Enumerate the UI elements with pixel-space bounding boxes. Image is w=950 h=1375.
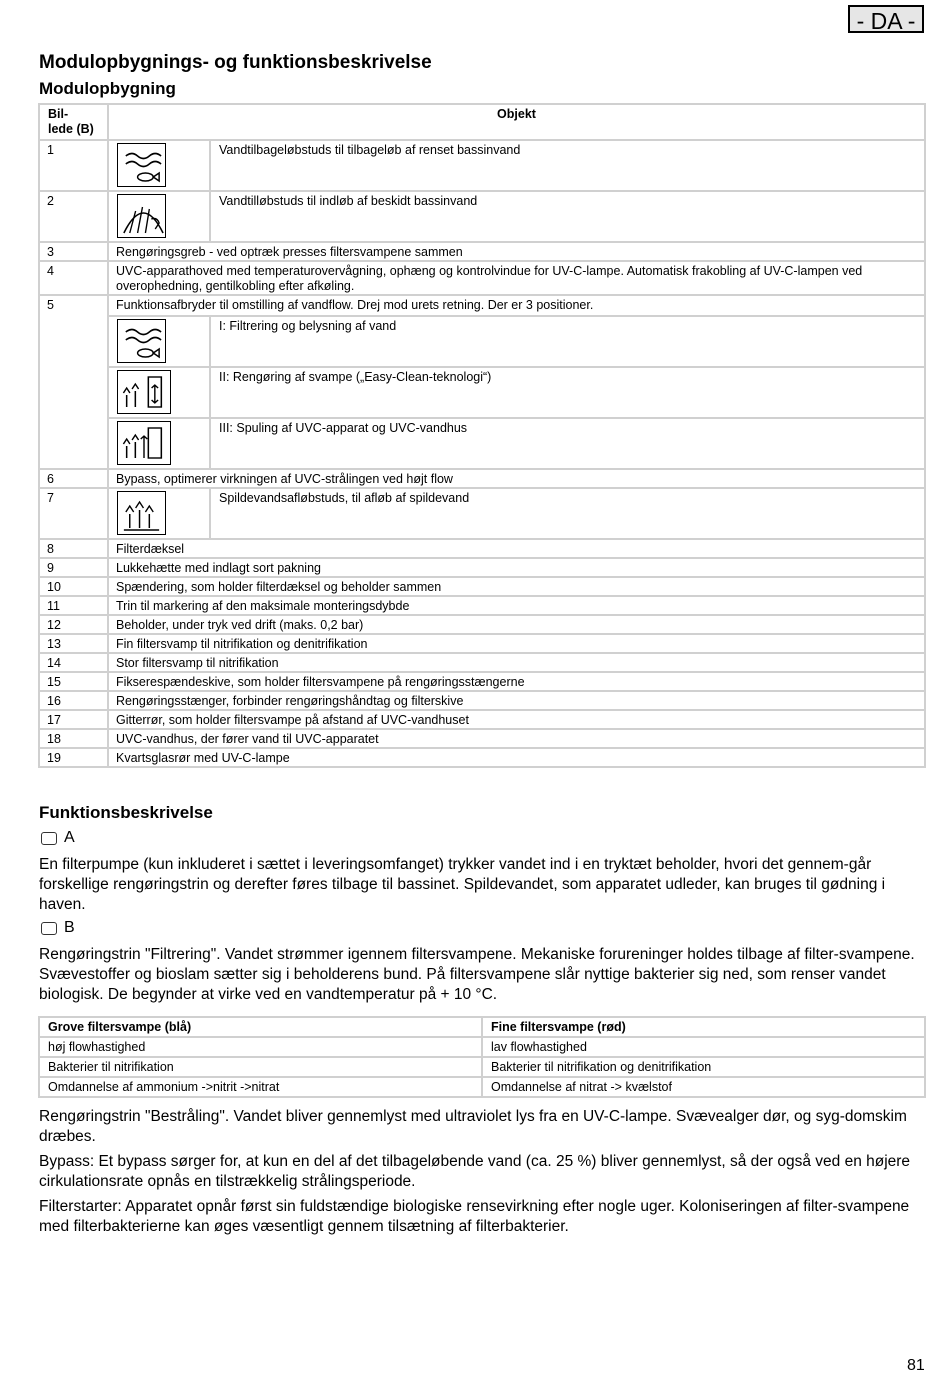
paragraph-b: Rengøringstrin "Filtrering". Vandet strømmer igennem filtersvampene. Mekaniske forureninger holdes tilbage af filter-svampene. Svævestoffer og bioslam sætter sig i beholderens bund. På filtersvampene slår nyttige bakterier sig ned, som renser vandet biologisk. De begynder at virke ved en vandtemperatur på + 10 °C. [39,946,915,1003]
row-object: Gitterrør, som holder filtersvampe på afstand af UVC-vandhuset [108,710,925,729]
table-row [39,729,925,748]
row-object: UVC-apparathoved med temperaturovervågning, ophæng og kontrolvindue for UV-C-lampe. Automatisk frakobling af UV-C-lampen ved overophedning, gentilkobling efter afkøling. [108,261,925,295]
row-object: Fin filtersvamp til nitrifikation og denitrifikation [108,634,925,653]
module-table [38,103,926,768]
header-image-col: Bil- lede (B) [39,104,108,140]
table-row [39,748,925,767]
row-object [108,488,925,539]
row-number: 8 [39,539,108,558]
plants-icon [117,491,166,535]
row-number: 10 [39,577,108,596]
dirt-water-icon [117,194,166,238]
row-number: 4 [39,261,108,295]
row-number: 14 [39,653,108,672]
table-row [39,469,925,488]
table-row [39,1057,925,1077]
table-cell: Omdannelse af ammonium ->nitrit ->nitrat [39,1077,482,1097]
row-number: 3 [39,242,108,261]
switch-position-text: III: Spuling af UVC-apparat og UVC-vandhus [209,419,924,468]
table-row [39,634,925,653]
row-object: Rengøringsgreb - ved optræk presses filtersvampene sammen [108,242,925,261]
figure-label-a: A [64,829,75,846]
paragraph-a: En filterpumpe (kun inkluderet i sættet i leveringsomfanget) trykker vandet ind i en tryktæt beholder, hvori det gennem-går forskellige rengøringstrin og derefter føres tilbage til bassinet. Spildevandet, som apparatet udleder, kan bruges til gødning i haven. [39,856,886,913]
row-number: 12 [39,615,108,634]
table-cell: lav flowhastighed [482,1037,925,1057]
row-number: 17 [39,710,108,729]
table-cell: Bakterier til nitrifikation og denitrifikation [482,1057,925,1077]
paragraph-d: Bypass: Et bypass sørger for, at kun en del af det tilbageløbende vand (ca. 25 %) bliver gennemlyst, så der også ved en højere cirkulationsrate opnås en tilstrækkelig strålingsperiode. [39,1153,911,1190]
language-tag: - DA - [848,5,924,33]
table-row [39,710,925,729]
figure-ref-b [41,919,75,937]
row-number: 6 [39,469,108,488]
row-number: 9 [39,558,108,577]
row-object: Rengøringsstænger, forbinder rengøringshåndtag og filterskive [108,691,925,710]
table-row [39,596,925,615]
table-row [39,261,925,295]
figure-label-b: B [64,919,75,936]
row-object [108,140,925,191]
row-object: UVC-vandhus, der fører vand til UVC-apparatet [108,729,925,748]
row-object: Stor filtersvamp til nitrifikation [108,653,925,672]
row-number: 16 [39,691,108,710]
row-number: 13 [39,634,108,653]
row-object: Fikserespændeskive, som holder filtersvampene på rengøringsstængerne [108,672,925,691]
switch-position-text: I: Filtrering og belysning af vand [209,317,924,366]
row-number: 15 [39,672,108,691]
table-row [39,653,925,672]
table-row [39,539,925,558]
row-object: Spændering, som holder filterdæksel og beholder sammen [108,577,925,596]
figure-ref-a [41,829,75,847]
row-number: 7 [39,488,108,539]
plants-cleaning-icon [117,370,171,414]
table-row [39,1037,925,1057]
section-title-function: Funktionsbeskrivelse [39,803,213,822]
table-row [39,242,925,261]
row-object: Filterdæksel [108,539,925,558]
row-object: Trin til markering af den maksimale monteringsdybde [108,596,925,615]
paragraph-c: Rengøringstrin "Bestråling". Vandet bliver gennemlyst med ultraviolet lys fra en UV-C-lampe. Svævealger dør, og syg-domskim dræbes. [39,1108,907,1145]
section-title-modules: Modulopbygning [39,79,176,98]
figure-box-icon [41,832,57,845]
row-number: 19 [39,748,108,767]
row-text: Vandtilbageløbstuds til tilbageløb af renset bassinvand [209,141,924,190]
filter-header-fine: Fine filtersvampe (rød) [482,1017,925,1037]
row-object: Beholder, under tryk ved drift (maks. 0,2 bar) [108,615,925,634]
table-row [39,558,925,577]
table-cell: Bakterier til nitrifikation [39,1057,482,1077]
filter-header-coarse: Grove filtersvampe (blå) [39,1017,482,1037]
row-number: 18 [39,729,108,748]
row-object: Bypass, optimerer virkningen af UVC-strålingen ved højt flow [108,469,925,488]
table-row [39,691,925,710]
table-row [39,295,925,469]
filter-sponge-table [38,1016,926,1098]
table-row [39,577,925,596]
page-number: 81 [907,1357,925,1374]
fish-waves-icon [117,143,166,187]
row-text: Funktionsafbryder til omstilling af vandflow. Drej mod urets retning. Der er 3 positioner. [116,298,594,312]
plants-uvc-icon [117,421,171,465]
figure-box-icon [41,922,57,935]
row-number: 11 [39,596,108,615]
table-row [39,672,925,691]
switch-position-text: II: Rengøring af svampe („Easy-Clean-teknologi“) [209,368,924,417]
row-text: Vandtilløbstuds til indløb af beskidt bassinvand [209,192,924,241]
row-object: Kvartsglasrør med UV-C-lampe [108,748,925,767]
paragraph-e: Filterstarter: Apparatet opnår først sin fuldstændige biologiske rensevirkning efter nogle uger. Koloniseringen af filter-svampene med filterbakterierne kan øges væsentligt gennem tilsætning af filterbakterier. [39,1198,910,1235]
page-title: Modulopbygnings- og funktionsbeskrivelse [39,52,432,73]
table-row [39,488,925,539]
row-object [108,191,925,242]
row-number: 5 [39,295,108,469]
row-text: Spildevandsafløbstuds, til afløb af spildevand [209,489,924,538]
header-object-col: Objekt [108,104,925,140]
table-row [39,615,925,634]
fish-waves-icon [117,319,166,363]
table-cell: høj flowhastighed [39,1037,482,1057]
table-row [39,1077,925,1097]
row-number: 1 [39,140,108,191]
row-object: Lukkehætte med indlagt sort pakning [108,558,925,577]
table-row [39,140,925,191]
table-row [39,191,925,242]
row-number: 2 [39,191,108,242]
table-cell: Omdannelse af nitrat -> kvælstof [482,1077,925,1097]
row-object [108,295,925,469]
